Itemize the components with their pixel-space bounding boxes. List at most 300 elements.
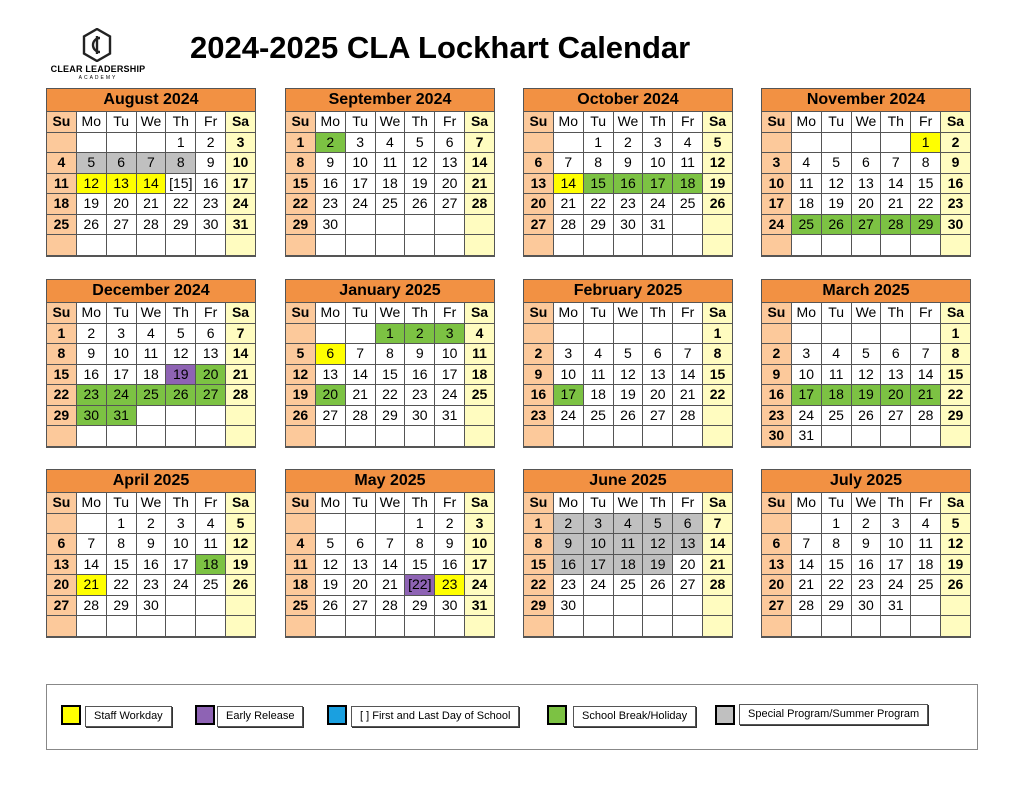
day-cell: 14 [911, 365, 940, 385]
empty-cell [226, 596, 255, 616]
day-cell: 13 [852, 174, 881, 194]
weekday-header: Tu [346, 112, 375, 132]
day-cell: 2 [405, 324, 434, 344]
day-cell: 14 [792, 555, 821, 575]
empty-cell [584, 426, 613, 446]
day-cell: 31 [643, 215, 672, 235]
day-cell: 29 [107, 596, 136, 616]
day-cell: 29 [286, 215, 315, 235]
empty-cell [554, 133, 583, 153]
day-cell: 4 [376, 133, 405, 153]
day-cell: 27 [524, 215, 553, 235]
day-cell: 27 [762, 596, 791, 616]
empty-cell [376, 426, 405, 446]
day-cell: 30 [435, 596, 464, 616]
weekday-header: Mo [792, 493, 821, 513]
month-october-2024 [523, 88, 733, 257]
day-cell: 3 [465, 514, 494, 534]
day-cell: 12 [643, 534, 672, 554]
weekday-header: Sa [941, 493, 970, 513]
day-cell: 7 [346, 344, 375, 364]
empty-cell [881, 616, 910, 636]
day-cell: 28 [77, 596, 106, 616]
day-cell: 4 [911, 514, 940, 534]
day-cell: 18 [47, 194, 76, 214]
day-cell: 26 [941, 575, 970, 595]
day-cell: 14 [673, 365, 702, 385]
day-cell: 25 [286, 596, 315, 616]
day-cell: 13 [673, 534, 702, 554]
day-cell: 8 [822, 534, 851, 554]
empty-cell [405, 426, 434, 446]
legend-label: Special Program/Summer Program [739, 704, 928, 725]
day-cell: 28 [792, 596, 821, 616]
empty-cell [822, 426, 851, 446]
weekday-header: Fr [196, 112, 225, 132]
day-cell: 2 [554, 514, 583, 534]
empty-cell [77, 514, 106, 534]
day-cell: 23 [435, 575, 464, 595]
day-cell: 10 [346, 153, 375, 173]
weekday-header: Tu [107, 112, 136, 132]
month-table [523, 88, 733, 256]
day-cell: 14 [77, 555, 106, 575]
weekday-header: Sa [226, 303, 255, 323]
day-cell: 12 [822, 174, 851, 194]
empty-cell [77, 133, 106, 153]
day-cell: 23 [137, 575, 166, 595]
day-cell: 30 [852, 596, 881, 616]
day-cell: 18 [137, 365, 166, 385]
empty-cell [137, 133, 166, 153]
day-cell: 26 [703, 194, 732, 214]
day-cell: 20 [346, 575, 375, 595]
day-cell: 15 [703, 365, 732, 385]
empty-cell [762, 235, 791, 255]
month-july-2025 [761, 469, 971, 638]
day-cell: 13 [643, 365, 672, 385]
day-cell: 20 [316, 385, 345, 405]
day-cell: 6 [346, 534, 375, 554]
month-january-2025 [285, 279, 495, 448]
logo-subtitle: ACADEMY [78, 75, 118, 81]
month-august-2024 [46, 88, 256, 257]
legend-label: [ ] First and Last Day of School [351, 706, 519, 727]
day-cell: 8 [405, 534, 434, 554]
weekday-header: Sa [465, 493, 494, 513]
day-cell: 26 [226, 575, 255, 595]
empty-cell [703, 616, 732, 636]
day-cell: 4 [47, 153, 76, 173]
day-cell: 27 [346, 596, 375, 616]
day-cell: 2 [316, 133, 345, 153]
empty-cell [554, 235, 583, 255]
day-cell: 22 [107, 575, 136, 595]
weekday-header: We [376, 112, 405, 132]
day-cell: 23 [405, 385, 434, 405]
weekday-header: Su [47, 303, 76, 323]
day-cell: 9 [762, 365, 791, 385]
day-cell: 19 [286, 385, 315, 405]
day-cell: [15] [166, 174, 195, 194]
day-cell: 6 [852, 153, 881, 173]
day-cell: 14 [703, 534, 732, 554]
weekday-header: Tu [107, 493, 136, 513]
day-cell: 19 [852, 385, 881, 405]
weekday-header: We [137, 303, 166, 323]
month-title: July 2025 [762, 470, 970, 492]
day-cell: 26 [77, 215, 106, 235]
day-cell: 2 [524, 344, 553, 364]
day-cell: 25 [792, 215, 821, 235]
empty-cell [524, 235, 553, 255]
empty-cell [346, 215, 375, 235]
day-cell: 12 [286, 365, 315, 385]
empty-cell [316, 426, 345, 446]
day-cell: 21 [673, 385, 702, 405]
day-cell: 5 [822, 153, 851, 173]
empty-cell [643, 426, 672, 446]
weekday-header: Th [881, 493, 910, 513]
day-cell: 16 [196, 174, 225, 194]
weekday-header: Mo [77, 493, 106, 513]
day-cell: 26 [614, 406, 643, 426]
day-cell: 25 [47, 215, 76, 235]
day-cell: 20 [643, 385, 672, 405]
day-cell: 2 [77, 324, 106, 344]
empty-cell [196, 235, 225, 255]
empty-cell [852, 426, 881, 446]
month-title: January 2025 [286, 280, 494, 302]
empty-cell [852, 324, 881, 344]
month-table [761, 279, 971, 447]
day-cell: 21 [346, 385, 375, 405]
day-cell: 5 [614, 344, 643, 364]
month-title: August 2024 [47, 89, 255, 111]
day-cell: 17 [166, 555, 195, 575]
empty-cell [762, 514, 791, 534]
day-cell: 8 [703, 344, 732, 364]
day-cell: 24 [554, 406, 583, 426]
day-cell: 14 [554, 174, 583, 194]
day-cell: 10 [107, 344, 136, 364]
day-cell: 23 [316, 194, 345, 214]
weekday-header: Fr [435, 303, 464, 323]
month-table [285, 279, 495, 447]
empty-cell [673, 324, 702, 344]
day-cell: 17 [792, 385, 821, 405]
weekday-header: Su [286, 112, 315, 132]
weekday-header: Fr [196, 303, 225, 323]
empty-cell [881, 235, 910, 255]
day-cell: 15 [47, 365, 76, 385]
day-cell: 19 [703, 174, 732, 194]
day-cell: 7 [137, 153, 166, 173]
empty-cell [941, 616, 970, 636]
weekday-header: Su [286, 303, 315, 323]
day-cell: 13 [762, 555, 791, 575]
empty-cell [346, 426, 375, 446]
empty-cell [465, 235, 494, 255]
day-cell: 15 [107, 555, 136, 575]
empty-cell [673, 235, 702, 255]
day-cell: 9 [405, 344, 434, 364]
empty-cell [584, 324, 613, 344]
day-cell: 21 [792, 575, 821, 595]
day-cell: 8 [584, 153, 613, 173]
day-cell: 20 [762, 575, 791, 595]
empty-cell [881, 426, 910, 446]
weekday-header: Tu [107, 303, 136, 323]
weekday-header: Su [47, 493, 76, 513]
day-cell: 22 [524, 575, 553, 595]
day-cell: 13 [196, 344, 225, 364]
day-cell: 12 [77, 174, 106, 194]
day-cell: 30 [941, 215, 970, 235]
empty-cell [47, 426, 76, 446]
empty-cell [673, 596, 702, 616]
day-cell: 25 [376, 194, 405, 214]
day-cell: 5 [643, 514, 672, 534]
day-cell: 12 [852, 365, 881, 385]
day-cell: 5 [77, 153, 106, 173]
month-table [46, 469, 256, 637]
day-cell: 16 [524, 385, 553, 405]
day-cell: 20 [852, 194, 881, 214]
weekday-header: Th [881, 112, 910, 132]
day-cell: 24 [643, 194, 672, 214]
day-cell: 10 [643, 153, 672, 173]
day-cell: 16 [405, 365, 434, 385]
day-cell: 22 [47, 385, 76, 405]
empty-cell [107, 426, 136, 446]
day-cell: 3 [881, 514, 910, 534]
empty-cell [554, 616, 583, 636]
day-cell: 5 [226, 514, 255, 534]
day-cell: 20 [47, 575, 76, 595]
day-cell: 26 [643, 575, 672, 595]
empty-cell [435, 426, 464, 446]
day-cell: 13 [524, 174, 553, 194]
weekday-header: Mo [554, 493, 583, 513]
empty-cell [643, 596, 672, 616]
day-cell: 20 [881, 385, 910, 405]
day-cell: 27 [107, 215, 136, 235]
day-cell: 21 [226, 365, 255, 385]
day-cell: 1 [47, 324, 76, 344]
logo-name: CLEAR LEADERSHIP [50, 64, 146, 74]
day-cell: 22 [376, 385, 405, 405]
day-cell: 17 [226, 174, 255, 194]
month-table [761, 469, 971, 637]
day-cell: 8 [524, 534, 553, 554]
day-cell: 11 [911, 534, 940, 554]
day-cell: 11 [196, 534, 225, 554]
empty-cell [196, 616, 225, 636]
day-cell: 16 [554, 555, 583, 575]
day-cell: 10 [554, 365, 583, 385]
day-cell: 18 [376, 174, 405, 194]
day-cell: 22 [941, 385, 970, 405]
empty-cell [911, 324, 940, 344]
empty-cell [792, 324, 821, 344]
empty-cell [792, 133, 821, 153]
day-cell: 31 [107, 406, 136, 426]
day-cell: 19 [643, 555, 672, 575]
empty-cell [376, 514, 405, 534]
weekday-header: Th [881, 303, 910, 323]
empty-cell [226, 406, 255, 426]
day-cell: 22 [286, 194, 315, 214]
empty-cell [673, 215, 702, 235]
weekday-header: We [137, 493, 166, 513]
empty-cell [465, 426, 494, 446]
day-cell: 18 [196, 555, 225, 575]
empty-cell [852, 616, 881, 636]
day-cell: 18 [911, 555, 940, 575]
day-cell: 17 [435, 365, 464, 385]
weekday-header: Th [643, 303, 672, 323]
weekday-header: Th [166, 493, 195, 513]
day-cell: 7 [376, 534, 405, 554]
day-cell: 18 [792, 194, 821, 214]
day-cell: 11 [673, 153, 702, 173]
day-cell: 4 [137, 324, 166, 344]
day-cell: 22 [703, 385, 732, 405]
empty-cell [614, 596, 643, 616]
empty-cell [643, 324, 672, 344]
day-cell: 6 [881, 344, 910, 364]
day-cell: 8 [47, 344, 76, 364]
month-april-2025 [46, 469, 256, 638]
day-cell: 4 [792, 153, 821, 173]
legend-label: Early Release [217, 706, 303, 727]
day-cell: 8 [911, 153, 940, 173]
day-cell: 15 [822, 555, 851, 575]
day-cell: 26 [316, 596, 345, 616]
empty-cell [137, 406, 166, 426]
empty-cell [762, 616, 791, 636]
day-cell: 11 [584, 365, 613, 385]
weekday-header: Tu [346, 493, 375, 513]
day-cell: 28 [703, 575, 732, 595]
day-cell: 29 [822, 596, 851, 616]
day-cell: 3 [584, 514, 613, 534]
weekday-header: Mo [554, 303, 583, 323]
day-cell: 30 [196, 215, 225, 235]
month-table [46, 279, 256, 447]
day-cell: 14 [226, 344, 255, 364]
day-cell: 4 [584, 344, 613, 364]
day-cell: 21 [703, 555, 732, 575]
day-cell: 31 [435, 406, 464, 426]
day-cell: 21 [376, 575, 405, 595]
weekday-header: Tu [822, 112, 851, 132]
day-cell: 18 [584, 385, 613, 405]
day-cell: 18 [465, 365, 494, 385]
day-cell: 3 [107, 324, 136, 344]
month-table [46, 88, 256, 256]
day-cell: 9 [196, 153, 225, 173]
day-cell: 30 [77, 406, 106, 426]
day-cell: 10 [881, 534, 910, 554]
empty-cell [47, 133, 76, 153]
day-cell: 10 [762, 174, 791, 194]
day-cell: 25 [465, 385, 494, 405]
empty-cell [405, 616, 434, 636]
weekday-header: Tu [822, 303, 851, 323]
weekday-header: Th [643, 112, 672, 132]
empty-cell [346, 324, 375, 344]
empty-cell [911, 235, 940, 255]
day-cell: 5 [405, 133, 434, 153]
month-december-2024 [46, 279, 256, 448]
day-cell: 17 [346, 174, 375, 194]
day-cell: 20 [673, 555, 702, 575]
empty-cell [166, 426, 195, 446]
day-cell: 3 [166, 514, 195, 534]
day-cell: 2 [614, 133, 643, 153]
empty-cell [881, 324, 910, 344]
weekday-header: Sa [703, 303, 732, 323]
day-cell: 14 [346, 365, 375, 385]
day-cell: 14 [465, 153, 494, 173]
legend-label: Staff Workday [85, 706, 172, 727]
day-cell: 1 [376, 324, 405, 344]
empty-cell [196, 406, 225, 426]
page-title: 2024-2025 CLA Lockhart Calendar [190, 30, 691, 65]
empty-cell [196, 426, 225, 446]
empty-cell [346, 514, 375, 534]
day-cell: 25 [614, 575, 643, 595]
month-title: March 2025 [762, 280, 970, 302]
day-cell: 21 [911, 385, 940, 405]
day-cell: 25 [584, 406, 613, 426]
weekday-header: We [376, 303, 405, 323]
day-cell: 14 [137, 174, 166, 194]
day-cell: 16 [77, 365, 106, 385]
day-cell: 7 [911, 344, 940, 364]
month-may-2025 [285, 469, 495, 638]
weekday-header: We [376, 493, 405, 513]
empty-cell [77, 235, 106, 255]
day-cell: 10 [226, 153, 255, 173]
weekday-header: We [614, 303, 643, 323]
empty-cell [435, 235, 464, 255]
day-cell: 26 [822, 215, 851, 235]
day-cell: 21 [77, 575, 106, 595]
day-cell: 24 [435, 385, 464, 405]
day-cell: 24 [346, 194, 375, 214]
day-cell: 19 [166, 365, 195, 385]
legend-label: School Break/Holiday [573, 706, 696, 727]
day-cell: 17 [643, 174, 672, 194]
day-cell: 11 [822, 365, 851, 385]
empty-cell [435, 215, 464, 235]
day-cell: 1 [822, 514, 851, 534]
day-cell: 11 [137, 344, 166, 364]
empty-cell [852, 235, 881, 255]
day-cell: 24 [792, 406, 821, 426]
day-cell: 15 [524, 555, 553, 575]
day-cell: 28 [881, 215, 910, 235]
month-title: June 2025 [524, 470, 732, 492]
day-cell: 6 [524, 153, 553, 173]
day-cell: 12 [614, 365, 643, 385]
empty-cell [703, 406, 732, 426]
empty-cell [614, 324, 643, 344]
day-cell: 10 [435, 344, 464, 364]
